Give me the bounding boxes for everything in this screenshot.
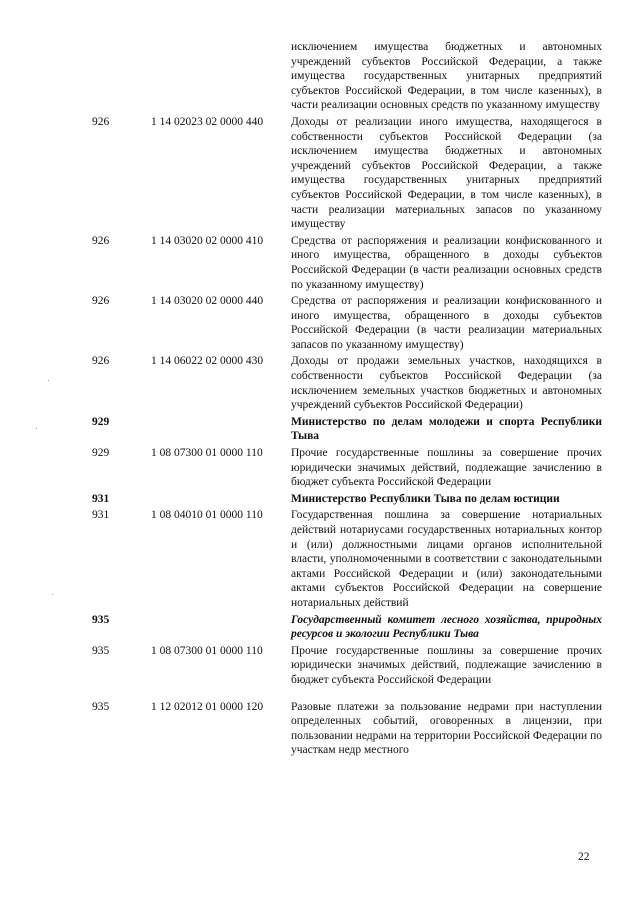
admin-code-cell: 926 [92,295,110,308]
revenue-description-cell: Прочие государственные пошлины за совершение прочих юридически значимых действий, подлежащие зачислению в бюджет субъекта Российской Федерации [291,644,602,686]
revenue-description-cell: Средства от распоряжения и реализации конфискованного и иного имущества, обращенного в доходы субъектов Российской Федерации (в части реализации основных средств по указанному имуществу) [291,234,602,291]
admin-code-cell: 935 [92,644,110,657]
revenue-description-cell: Министерство Республики Тыва по делам юстиции [291,492,560,505]
table-row [0,492,640,507]
table-row [0,508,640,610]
table-row [0,415,640,444]
scan-speck [52,594,53,595]
table-row [0,354,640,412]
table-row [0,115,640,232]
budget-classification-code-cell: 1 08 04010 01 0000 110 [151,509,263,522]
admin-code-cell: 929 [92,447,110,460]
table-row [0,700,640,758]
admin-code-cell: 935 [92,700,110,713]
budget-classification-code-cell: 1 14 06022 02 0000 430 [151,355,264,368]
revenue-description-cell: Министерство по делам молодежи и спорта Республики Тыва [291,415,602,443]
revenue-description-cell: Доходы от реализации иного имущества, находящегося в собственности субъектов Российской Федерации (за исключением имущества бюджетных и автономных учреждений субъектов Российской Федерации, а также имущества государственных унитарных предприятий субъектов Российской Федерации, в том числе казенных), в части реализации материальных запасов по указанному имуществу [291,115,602,231]
revenue-description-cell: исключением имущества бюджетных и автономных учреждений субъектов Российской Федерации, а также имущества государственных унитарных предприятий субъектов Российской Федерации, в том числе казенных), в части реализации основных средств по указанному имуществу [291,41,602,112]
budget-classification-code-cell: 1 12 02012 01 0000 120 [151,700,264,713]
revenue-description-cell: Разовые платежи за пользование недрами при наступлении определенных событий, оговоренных в лицензии, при пользовании недрами на территории Российской Федерации по участкам недр местного [291,700,602,757]
table-row [0,40,640,113]
budget-classification-code-cell: 1 14 02023 02 0000 440 [151,115,264,128]
admin-code-cell: 926 [92,355,110,368]
admin-code-cell: 935 [92,613,110,626]
budget-code-table [0,40,640,758]
table-row [0,234,640,292]
table-row [0,613,640,642]
scan-speck [48,380,49,381]
budget-classification-code-cell: 1 14 03020 02 0000 440 [151,295,264,308]
admin-code-cell: 926 [92,115,110,128]
revenue-description-cell: Государственная пошлина за совершение нотариальных действий нотариусами государственных нотариальных контор и (или) должностными лицами органов исполнительной власти, уполномоченными в соответствии с законодательными актами Российской Федерации и (или) законодательными актами субъектов Российской Федерации на совершение нотариальных действий [291,509,602,609]
admin-code-cell: 931 [92,492,110,505]
revenue-description-cell: Государственный комитет лесного хозяйства, природных ресурсов и экологии Республики Тыва [291,613,602,641]
revenue-description-cell: Средства от распоряжения и реализации конфискованного и иного имущества, обращенного в доходы субъектов Российской Федерации (в части реализации материальных запасов по указанному имуществу) [291,295,602,351]
admin-code-cell: 931 [92,509,110,522]
table-row [0,294,640,352]
budget-classification-code-cell: 1 08 07300 01 0000 110 [151,447,263,460]
budget-classification-code-cell: 1 14 03020 02 0000 410 [151,234,264,247]
admin-code-cell: 929 [92,415,110,428]
revenue-description-cell: Прочие государственные пошлины за совершение прочих юридически значимых действий, подлежащие зачислению в бюджет субъекта Российской Федерации [291,447,602,489]
revenue-description-cell: Доходы от продажи земельных участков, находящихся в собственности субъектов Российской Федерации (за исключением земельных участков бюджетных и автономных учреждений субъектов Российской Федерации) [291,355,602,412]
budget-classification-code-cell: 1 08 07300 01 0000 110 [151,644,263,657]
row-spacer [0,688,640,700]
table-row [0,644,640,688]
page-number: 22 [578,851,590,863]
admin-code-cell: 926 [92,234,110,247]
scan-speck [36,428,37,429]
table-row [0,446,640,490]
